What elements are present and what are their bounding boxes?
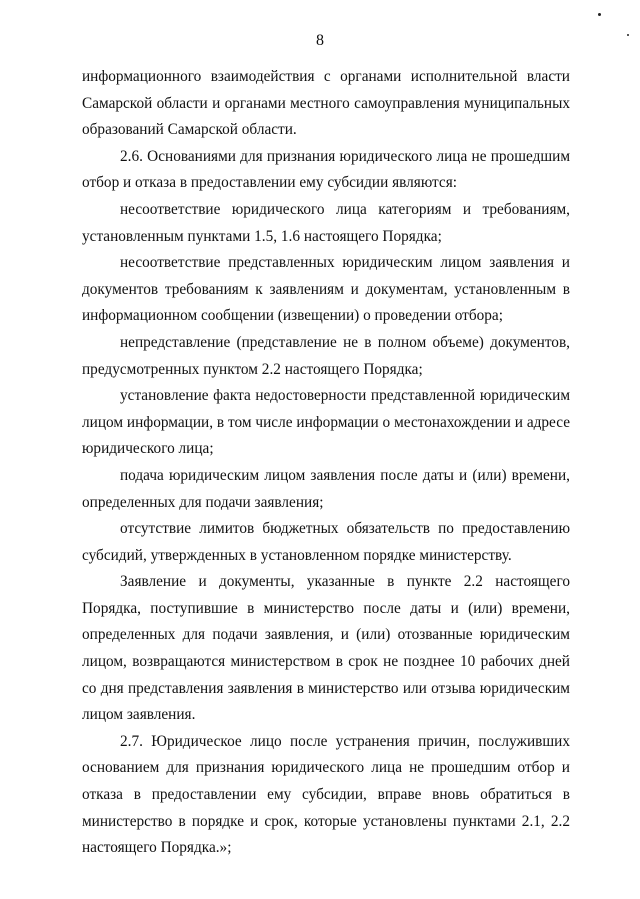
paragraph: 2.6. Основаниями для признания юридического лица не прошедшим отбор и отказа в предоставлении ему субсидии являются: xyxy=(82,147,570,192)
document-body xyxy=(82,64,570,862)
page-number: 8 xyxy=(316,32,324,49)
paragraph: подача юридическим лицом заявления после даты и (или) времени, определенных для подачи заявления; xyxy=(82,466,570,511)
paragraph: отсутствие лимитов бюджетных обязательств по предоставлению субсидий, утвержденных в установленном порядке министерству. xyxy=(82,520,570,564)
scan-speck xyxy=(627,34,629,36)
scan-speck xyxy=(598,13,601,16)
paragraph: Заявление и документы, указанные в пункте 2.2 настоящего Порядка, поступившие в министерство после даты и (или) времени, определенных для подачи заявления, и (или) отозванные юридическим лицом, возвращаются министерством в срок не позднее 10 рабочих дней со дня представления заявления в министерство или отзыва юридическим лицом заявления. xyxy=(82,573,570,724)
paragraph: 2.7. Юридическое лицо после устранения причин, послуживших основанием для признания юридического лица не прошедшим отбор и отказа в предоставлении ему субсидии, вправе вновь обратиться в министерство в порядке и срок, которые установлены пунктами 2.1, 2.2 настоящего Порядка.»; xyxy=(82,732,570,857)
paragraph: несоответствие юридического лица категориям и требованиям, установленным пунктами 1.5, 1.6 настоящего Порядка; xyxy=(82,200,570,245)
paragraph: несоответствие представленных юридическим лицом заявления и документов требованиям к заявлениям и документам, установленным в информационном сообщении (извещении) о проведении отбора; xyxy=(82,254,570,325)
paragraph: непредставление (представление не в полном объеме) документов, предусмотренных пунктом 2.2 настоящего Порядка; xyxy=(82,333,570,378)
paragraph: установление факта недостоверности представленной юридическим лицом информации, в том числе информации о местонахождении и адресе юридического лица; xyxy=(82,387,570,458)
paragraph: информационного взаимодействия с органами исполнительной власти Самарской области и органами местного самоуправления муниципальных образований Самарской области. xyxy=(82,68,570,139)
